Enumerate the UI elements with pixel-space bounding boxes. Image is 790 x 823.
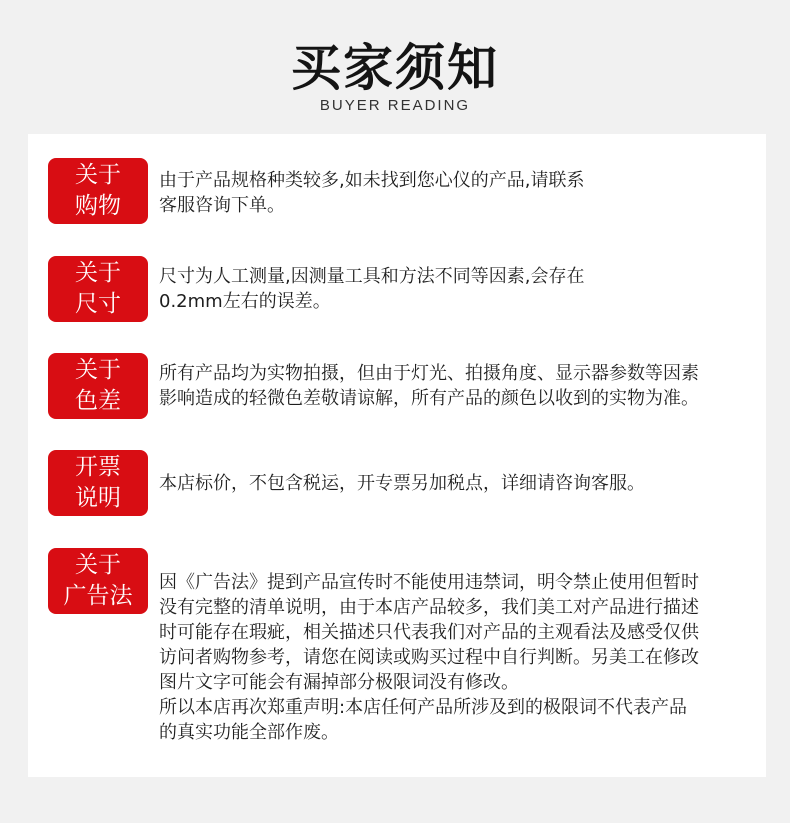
section-text — [159, 264, 759, 314]
page-title: 买家须知 — [291, 39, 499, 97]
text-line: 0.2mm左右的误差。 — [159, 291, 331, 312]
badge-line: 开票 — [75, 454, 121, 480]
text-line: 所以本店再次郑重声明:本店任何产品所涉及到的极限词不代表产品 — [159, 697, 688, 718]
badge-ad-law — [48, 548, 148, 614]
badge-size — [48, 256, 148, 322]
text-line: 由于产品规格种类较多,如未找到您心仪的产品,请联系 — [159, 170, 585, 191]
text-line: 访问者购物参考，请您在阅读或购买过程中自行判断。另美工在修改 — [159, 647, 699, 668]
section-ad-law — [28, 548, 766, 748]
text-line: 因《广告法》提到产品宣传时不能使用违禁词，明令禁止使用但暂时 — [159, 572, 699, 593]
section-shopping — [28, 158, 766, 228]
section-invoice — [28, 450, 766, 520]
badge-line: 说明 — [75, 485, 121, 511]
text-line: 尺寸为人工测量,因测量工具和方法不同等因素,会存在 — [159, 266, 585, 287]
section-size — [28, 256, 766, 326]
page-header — [0, 0, 790, 132]
text-line: 图片文字可能会有漏掉部分极限词没有修改。 — [159, 672, 519, 693]
section-text — [159, 168, 759, 218]
text-line: 影响造成的轻微色差敬请谅解，所有产品的颜色以收到的实物为准。 — [159, 388, 699, 409]
badge-invoice — [48, 450, 148, 516]
text-line: 本店标价，不包含税运，开专票另加税点，详细请咨询客服。 — [159, 473, 645, 494]
notice-panel — [28, 134, 766, 777]
text-line: 所有产品均为实物拍摄，但由于灯光、拍摄角度、显示器参数等因素 — [159, 363, 699, 384]
section-text — [159, 471, 759, 496]
badge-line: 关于 — [75, 552, 121, 578]
section-color — [28, 353, 766, 423]
text-line: 时可能存在瑕疵，相关描述只代表我们对产品的主观看法及感受仅供 — [159, 622, 699, 643]
page-subtitle: BUYER READING — [319, 97, 471, 114]
section-text — [159, 361, 759, 411]
badge-line: 尺寸 — [75, 291, 121, 317]
text-line: 的真实功能全部作废。 — [159, 722, 339, 743]
badge-line: 购物 — [75, 193, 121, 219]
badge-line: 广告法 — [63, 583, 133, 609]
text-line: 没有完整的清单说明，由于本店产品较多，我们美工对产品进行描述 — [159, 597, 699, 618]
badge-line: 关于 — [75, 162, 121, 188]
badge-color — [48, 353, 148, 419]
badge-line: 关于 — [75, 260, 121, 286]
badge-shopping — [48, 158, 148, 224]
text-line: 客服咨询下单。 — [159, 195, 285, 216]
badge-line: 关于 — [75, 357, 121, 383]
badge-line: 色差 — [75, 388, 121, 414]
section-text — [159, 570, 759, 745]
